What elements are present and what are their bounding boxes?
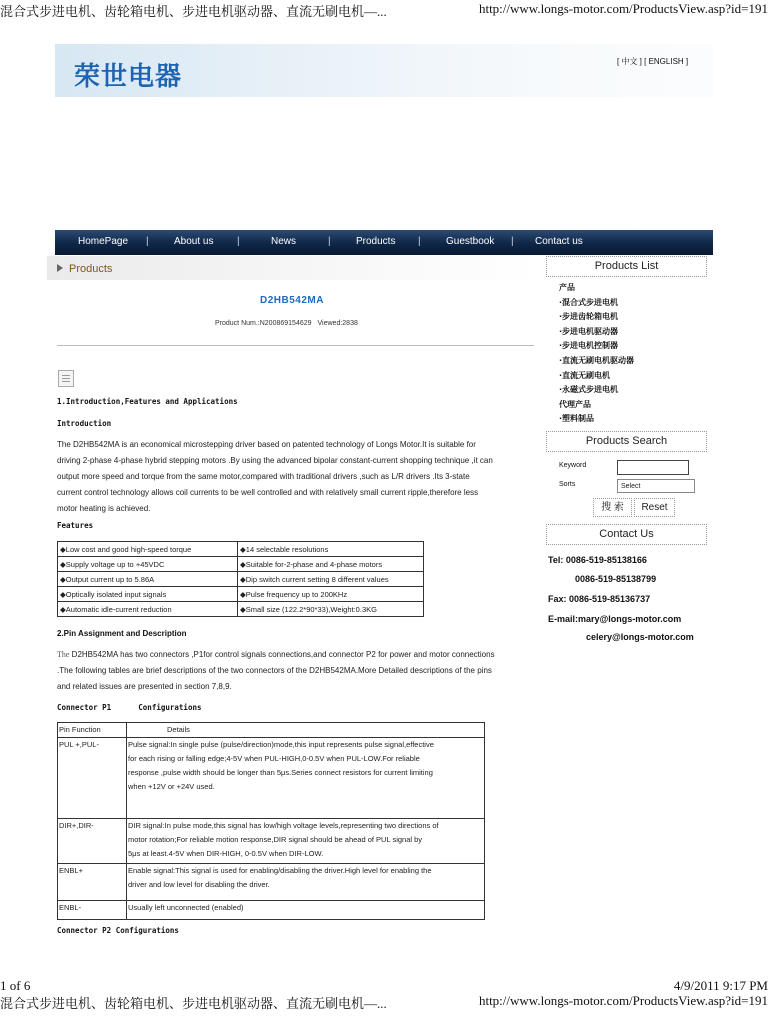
language-switch — [617, 56, 688, 67]
table-cell: ◆Supply voltage up to +45VDC — [58, 557, 238, 572]
nav-separator: | — [146, 236, 149, 247]
pin-desc-line: and related issues are presented in section 7,8,9. — [57, 682, 232, 691]
nav-about-us[interactable]: About us — [174, 236, 214, 247]
nav-separator: | — [237, 236, 240, 247]
detail-line: response ,pulse width should be longer than 5μs.Series connect resistors for current limiting — [128, 768, 433, 777]
sorts-label: Sorts — [559, 481, 576, 488]
table-row — [58, 542, 424, 557]
nav-separator: | — [328, 236, 331, 247]
pin-desc-line: .The following tables are brief descriptions of the two connectors of the D2HB542MA.More Detailed descriptions of the pins — [57, 666, 492, 675]
intro-line: The D2HB542MA is an economical microstepping driver based on patented technology of Longs Motor.It is suitable for — [57, 440, 476, 449]
category-link[interactable]: ·步进齿轮箱电机 — [559, 312, 619, 322]
table-cell: ◆14 selectable resolutions — [238, 542, 424, 557]
table-cell: PUL +,PUL- — [58, 738, 127, 819]
detail-line: for each rising or falling edge;4-5V when PUL-HIGH,0-0.5V when PUL-LOW.For reliable — [128, 754, 420, 763]
section-heading: Products — [69, 263, 113, 275]
category-heading[interactable]: 代理产品 — [559, 399, 591, 409]
detail-line: motor rotation;For reliable motion response,DIR signal should be ahead of PUL signal by — [128, 835, 423, 844]
table-row — [58, 602, 424, 617]
category-link[interactable]: ·永磁式步进电机 — [559, 385, 619, 395]
nav-homepage[interactable]: HomePage — [78, 236, 129, 247]
category-link[interactable]: ·步进电机驱动器 — [559, 326, 619, 336]
connector-p1-table — [57, 722, 485, 920]
category-link[interactable]: ·直流无刷电机 — [559, 370, 611, 380]
print-header-url: http://www.longs-motor.com/ProductsView.asp?id=191 — [478, 1, 768, 16]
category-link[interactable]: ·直流无刷电机驱动器 — [559, 355, 635, 365]
nav-separator: | — [511, 236, 514, 247]
table-row — [58, 557, 424, 572]
section-1-heading: 1.Introduction,Features and Applications — [57, 397, 238, 406]
product-category-list — [559, 281, 634, 427]
table-cell: ◆Suitable for-2-phase and 4-phase motors — [238, 557, 424, 572]
print-header-title: 混合式步进电机、齿轮箱电机、步进电机驱动器、直流无刷电机—... — [0, 4, 387, 19]
table-cell — [127, 864, 485, 901]
lang-english-link[interactable]: [ ENGLISH ] — [644, 57, 689, 66]
table-cell — [127, 819, 485, 864]
table-cell: ENBL+ — [58, 864, 127, 901]
contact-fax: Fax: 0086-519-85136737 — [548, 594, 651, 604]
print-footer-url: http://www.longs-motor.com/ProductsView.asp?id=191 — [478, 993, 768, 1008]
detail-line: driver and low level for disabling the driver. — [128, 880, 270, 889]
intro-line: current control technology allows coil currents to be well controlled and with relatively small current ripple,therefore less — [57, 488, 479, 497]
table-row — [58, 587, 424, 602]
table-row — [58, 864, 485, 901]
divider — [57, 345, 534, 346]
table-cell: ◆Pulse frequency up to 200KHz — [238, 587, 424, 602]
contact-tel-2: 0086-519-85138799 — [575, 574, 657, 584]
table-cell: ◆Small size (122.2*90*33),Weight:0.3KG — [238, 602, 424, 617]
table-cell: ◆Optically isolated input signals — [58, 587, 238, 602]
print-footer-datetime: 4/9/2011 9:17 PM — [673, 978, 768, 993]
pin-desc-line: D2HB542MA has two connectors ,P1for control signals connections,and connector P2 for power and motor connections — [71, 650, 495, 659]
category-link[interactable]: ·步进电机控制器 — [559, 341, 619, 351]
features-table — [57, 541, 424, 617]
features-heading: Features — [57, 521, 94, 530]
product-title: D2HB542MA — [260, 295, 324, 306]
print-footer-page: 1 of 6 — [0, 978, 31, 993]
table-row — [58, 738, 485, 819]
pin-description — [57, 647, 535, 695]
table-row — [58, 901, 485, 920]
document-icon[interactable] — [58, 370, 74, 387]
site-logo[interactable]: 荣世电器 — [74, 62, 183, 92]
category-link[interactable]: ·塑料制品 — [559, 414, 595, 424]
keyword-label: Keyword — [559, 462, 587, 469]
nav-contact-us[interactable]: Contact us — [535, 236, 583, 247]
product-viewed: Viewed:2838 — [317, 320, 358, 327]
print-footer-title: 混合式步进电机、齿轮箱电机、步进电机驱动器、直流无刷电机—... — [0, 996, 387, 1011]
intro-line: output more speed and torque from the same motor,compared with traditional drivers ,such as L/R drivers .Its 3-state — [57, 472, 470, 481]
connector-p1-heading: Connector P1 Configurations — [57, 703, 202, 712]
contact-email[interactable]: E-mail:mary@longs-motor.com — [548, 614, 682, 624]
keyword-input[interactable] — [617, 460, 689, 475]
nav-products[interactable]: Products — [356, 236, 396, 247]
table-cell — [127, 738, 485, 819]
detail-line: Pulse signal:In single pulse (pulse/direction)mode,this input represents pulse signal,effective — [128, 740, 434, 749]
arrow-right-icon — [57, 264, 63, 272]
nav-news[interactable]: News — [271, 236, 297, 247]
detail-line: Enable signal:This signal is used for enabling/disabling the driver.High level for enabling the — [128, 866, 432, 875]
table-cell: ◆Dip switch current setting 8 different values — [238, 572, 424, 587]
table-row — [58, 819, 485, 864]
connector-p2-heading: Connector P2 Configurations — [57, 926, 179, 935]
main-nav — [55, 230, 713, 255]
products-list-title: Products List — [546, 256, 707, 277]
table-header: Details — [127, 723, 485, 738]
intro-line: driving 2-phase 4-phase hybrid stepping motors .By using the advanced bipolar constant-current shopping technique ,it can — [57, 456, 493, 465]
table-row — [58, 572, 424, 587]
table-cell: ◆Automatic idle-current reduction — [58, 602, 238, 617]
table-cell — [127, 901, 485, 920]
table-row — [58, 723, 485, 738]
detail-line: DIR signal:In pulse mode,this signal has low/high voltage levels,representing two directions of — [128, 821, 439, 830]
lang-chinese-link[interactable]: [ 中文 ] — [617, 57, 642, 66]
section-2-heading: 2.Pin Assignment and Description — [57, 629, 187, 638]
detail-line: when +12V or +24V used. — [128, 782, 215, 791]
introduction-text — [57, 437, 537, 517]
nav-separator: | — [418, 236, 421, 247]
introduction-heading: Introduction — [57, 419, 112, 428]
table-cell: DIR+,DIR- — [58, 819, 127, 864]
search-button[interactable]: 搜 索 — [593, 498, 632, 517]
reset-button[interactable]: Reset — [634, 498, 675, 517]
section-heading-bar — [47, 256, 542, 280]
table-cell: ENBL- — [58, 901, 127, 920]
detail-line: Usually left unconnected (enabled) — [128, 903, 244, 912]
contact-us-title: Contact Us — [546, 524, 707, 545]
nav-guestbook[interactable]: Guestbook — [446, 236, 495, 247]
table-cell: ◆Output current up to 5.86A — [58, 572, 238, 587]
product-meta — [215, 320, 358, 327]
table-header: Pin Function — [58, 723, 127, 738]
table-cell: ◆Low cost and good high-speed torque — [58, 542, 238, 557]
sorts-select[interactable]: Select — [617, 479, 695, 493]
intro-line: motor heating is achieved. — [57, 504, 151, 513]
category-heading[interactable]: 产品 — [559, 283, 575, 292]
contact-tel: Tel: 0086-519-85138166 — [548, 555, 647, 565]
product-num: Product Num.:N200869154629 — [215, 320, 312, 327]
products-search-title: Products Search — [546, 431, 707, 452]
pin-desc-first-word: The — [57, 650, 70, 659]
category-link[interactable]: ·混合式步进电机 — [559, 297, 619, 307]
detail-line: 5μs at least.4-5V when DIR-HIGH, 0-0.5V when DIR-LOW. — [128, 849, 324, 858]
contact-email-2[interactable]: celery@longs-motor.com — [586, 632, 694, 642]
